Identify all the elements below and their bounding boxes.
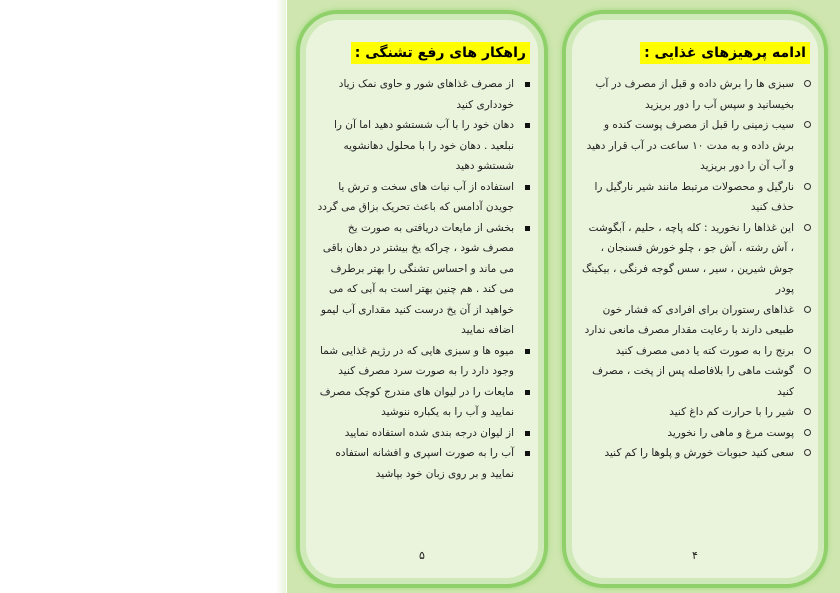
diet-restrictions-panel xyxy=(562,10,828,588)
page-number: ۴ xyxy=(692,549,698,562)
list-item: میوه ها و سبزی هایی که در رژیم غذایی شما وجود دارد را به صورت سرد مصرف کنید xyxy=(316,341,532,382)
thirst-relief-panel xyxy=(296,10,548,588)
panel-title: ادامه پرهیزهای غذایی : xyxy=(640,42,810,64)
list-item: سعی کنید حبوبات خورش و پلوها را کم کنید xyxy=(582,443,812,464)
list-item: از لیوان درجه بندی شده استفاده نمایید xyxy=(316,423,532,444)
list-item: پوست مرغ و ماهی را نخورید xyxy=(582,423,812,444)
list-item: سیب زمینی را قبل از مصرف پوست کنده و برش داده و به مدت ۱۰ ساعت در آب قرار دهید و آب آن را دور بریزید xyxy=(582,115,812,177)
sheet-edge xyxy=(276,0,286,593)
list-item: شیر را با حرارت کم داغ کنید xyxy=(582,402,812,423)
list-item: دهان خود را با آب شستشو دهید اما آن را نبلعید . دهان خود را با محلول دهانشویه شستشو دهید xyxy=(316,115,532,177)
list-item: استفاده از آب نبات های سخت و ترش یا جویدن آدامس که باعث تحریک بزاق می گردد xyxy=(316,177,532,218)
list-item: غذاهای رستوران برای افرادی که فشار خون طبیعی دارند با رعایت مقدار مصرف مانعی ندارد xyxy=(582,300,812,341)
list-item: بخشی از مایعات دریافتی به صورت یخ مصرف شود ، چراکه یخ بیشتر در دهان باقی می ماند و احساس تشنگی را بهتر برطرف می کند . هم چنین بهتر است به آبی که می خواهید از آن یخ درست کنید مقداری آب لیمو اضافه نمایید xyxy=(316,218,532,341)
list-item: از مصرف غذاهای شور و حاوی نمک زیاد خودداری کنید xyxy=(316,74,532,115)
list-item: گوشت ماهی را بلافاصله پس از پخت ، مصرف کنید xyxy=(582,361,812,402)
page-number: ۵ xyxy=(419,549,425,562)
diet-restrictions-list xyxy=(582,74,812,464)
panel-title: راهکار های رفع تشنگی : xyxy=(351,42,530,64)
thirst-relief-list xyxy=(316,74,532,484)
list-item: سبزی ها را برش داده و قبل از مصرف در آب بخیسانید و سپس آب را دور بریزید xyxy=(582,74,812,115)
list-item: آب را به صورت اسپری و افشانه استفاده نمایید و بر روی زبان خود بپاشید xyxy=(316,443,532,484)
list-item: این غذاها را نخورید : کله پاچه ، حلیم ، آبگوشت ، آش رشته ، آش جو ، چلو خورش فسنجان ، جوش شیرین ، سیر ، سس گوجه فرنگی ، بیکینگ پودر xyxy=(582,218,812,300)
list-item: نارگیل و محصولات مرتبط مانند شیر نارگیل را حذف کنید xyxy=(582,177,812,218)
list-item: برنج را به صورت کته یا دمی مصرف کنید xyxy=(582,341,812,362)
list-item: مایعات را در لیوان های مندرج کوچک مصرف نمایید و آب را به یکباره ننوشید xyxy=(316,382,532,423)
